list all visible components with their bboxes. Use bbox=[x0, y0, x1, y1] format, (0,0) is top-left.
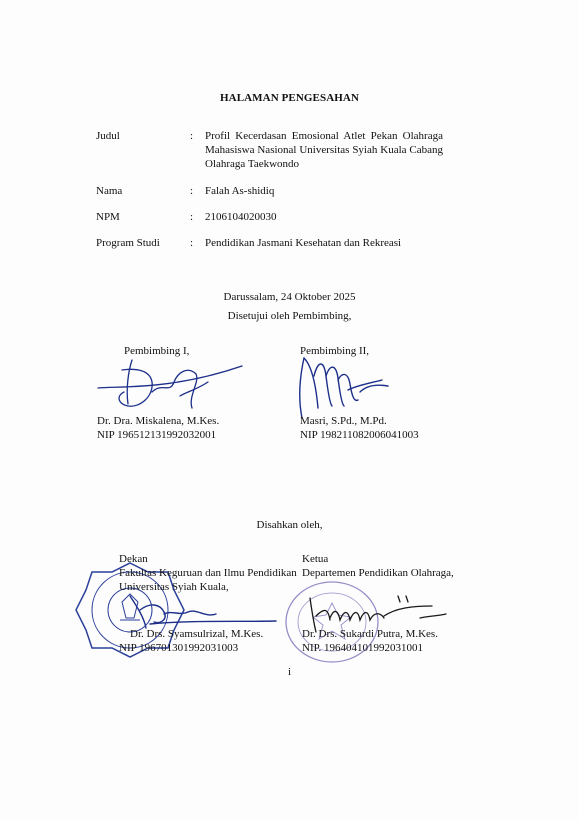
dekan-unit-line1: Fakultas Keguruan dan Ilmu Pendidikan bbox=[119, 567, 297, 579]
dekan-unit-line2: Universitas Syiah Kuala, bbox=[119, 581, 229, 593]
pembimbing1-role: Pembimbing I, bbox=[124, 345, 190, 357]
label-judul: Judul bbox=[96, 130, 120, 142]
signature-pembimbing1 bbox=[92, 352, 252, 422]
page-title: HALAMAN PENGESAHAN bbox=[220, 92, 359, 104]
dekan-nip: NIP 196701301992031003 bbox=[119, 642, 239, 654]
page-number: i bbox=[287, 666, 292, 678]
value-nama: Falah As-shidiq bbox=[205, 185, 275, 197]
ketua-role: Ketua bbox=[302, 553, 329, 565]
pembimbing2-name: Masri, S.Pd., M.Pd. bbox=[300, 415, 387, 427]
dekan-role: Dekan bbox=[119, 553, 148, 565]
pembimbing1-nip: NIP 196512131992032001 bbox=[97, 429, 217, 441]
label-npm: NPM bbox=[96, 211, 120, 223]
signature-dekan bbox=[120, 588, 280, 630]
colon-nama: : bbox=[190, 185, 194, 197]
pembimbing1-name: Dr. Dra. Miskalena, M.Kes. bbox=[97, 415, 220, 427]
ratified-by: Disahkan oleh, bbox=[256, 519, 323, 531]
colon-prodi: : bbox=[190, 237, 194, 249]
value-prodi: Pendidikan Jasmani Kesehatan dan Rekreasi bbox=[205, 237, 402, 249]
value-npm: 2106104020030 bbox=[205, 211, 277, 223]
colon-judul: : bbox=[190, 130, 194, 142]
value-judul-line1: Profil Kecerdasan Emosional Atlet Pekan Olahraga bbox=[205, 130, 443, 142]
colon-npm: : bbox=[190, 211, 194, 223]
label-nama: Nama bbox=[96, 185, 123, 197]
value-judul-line2: Mahasiswa Nasional Universitas Syiah Kuala Cabang bbox=[205, 144, 443, 156]
pembimbing2-nip: NIP 198211082006041003 bbox=[300, 429, 419, 441]
place-date: Darussalam, 24 Oktober 2025 bbox=[223, 291, 356, 303]
dekan-name: Dr. Drs. Syamsulrizal, M.Kes. bbox=[130, 628, 264, 640]
label-prodi: Program Studi bbox=[96, 237, 160, 249]
value-judul-line3: Olahraga Taekwondo bbox=[205, 158, 300, 170]
ketua-name: Dr. Drs. Sukardi Putra, M.Kes. bbox=[302, 628, 438, 640]
ketua-unit-line1: Departemen Pendidikan Olahraga, bbox=[302, 567, 454, 579]
pembimbing2-role: Pembimbing II, bbox=[300, 345, 370, 357]
approved-by: Disetujui oleh Pembimbing, bbox=[227, 310, 352, 322]
ketua-nip: NIP. 196404101992031001 bbox=[302, 642, 424, 654]
